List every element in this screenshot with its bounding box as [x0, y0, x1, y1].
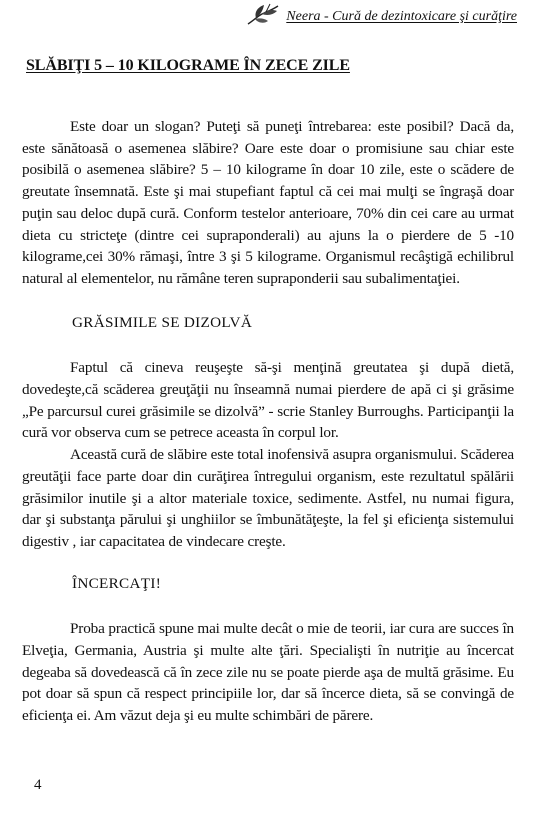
paragraph-proof: Proba practică spune mai multe decât o mie de teorii, iar cura are succes în Elveţia, Germania, Austria şi multe alte ţări. Specialişti în nutriţie au încercat degeaba să dovedească că în zece zile nu se poate pierde aşa de multă grăsime. Eu pot doar să spun că respect principiile lor, dar să încerce dieta, să se convingă de eficienţa ei. Am văzut deja şi eu multe schimbări de părere.: [22, 620, 514, 725]
paragraph-intro: Este doar un slogan? Puteţi să puneţi întrebarea: este posibil? Dacă da, este sănătoasă o asemenea slăbire? Oare este doar o promisiune sau chiar este posibilă o asemenea slăbire? 5 – 10 kilograme în doar 10 zile, este o scădere de greutate însemnată. Este şi mai stupefiant faptul că cei mai mulţi se îngraşă doar puţin sau deloc după cură. Conform testelor anterioare, 70% din cei care au urmat dieta cu stricteţe (dintre cei supraponderali) au ajuns la o pierdere de 5 -10 kilograme,cei 30% rămaşi, între 3 şi 5 kilograme. Organismul recâştigă echilibrul natural al elementelor, nu rămâne teren supraponderii sau subalimentaţiei.: [22, 118, 514, 287]
paragraph-weight: Faptul că cineva reuşeşte să-şi menţină greutatea şi după dietă, dovedeşte,că scăderea greuţăţii nu înseamnă numai pierdere de apă ci şi grăsime „Pe parcursul curei grăsimile se dizolvă” - scrie Stanley Burroughs. Participanţii la cură vor observa cum se petrece aceasta în corpul lor.: [22, 359, 514, 442]
section-heading-try: ÎNCERCAŢI!: [72, 574, 162, 592]
chapter-title: SLĂBIŢI 5 – 10 KILOGRAME ÎN ZECE ZILE: [26, 57, 350, 74]
leaf-ornament-icon: [246, 2, 280, 28]
running-title: Neera - Cură de dezintoxicare şi curăţire: [286, 9, 517, 24]
section-heading-fats: GRĂSIMILE SE DIZOLVĂ: [72, 313, 253, 331]
paragraph-harmless: Această cură de slăbire este total inofensivă asupra organismului. Scăderea greutăţii face parte doar din curăţirea întregului organism, este rezultatul spălării grăsimilor inutile şi a altor materiale toxice, sedimente. Astfel, nu numai figura, dar şi substanţa părului şi unghiilor se îmbunătăţeşte, la fel şi eficienţa sistemului digestiv , iar capacitatea de vindecare creşte.: [22, 446, 514, 550]
page-number: 4: [34, 777, 42, 793]
page-body: [22, 40, 514, 727]
running-header: [246, 2, 517, 28]
